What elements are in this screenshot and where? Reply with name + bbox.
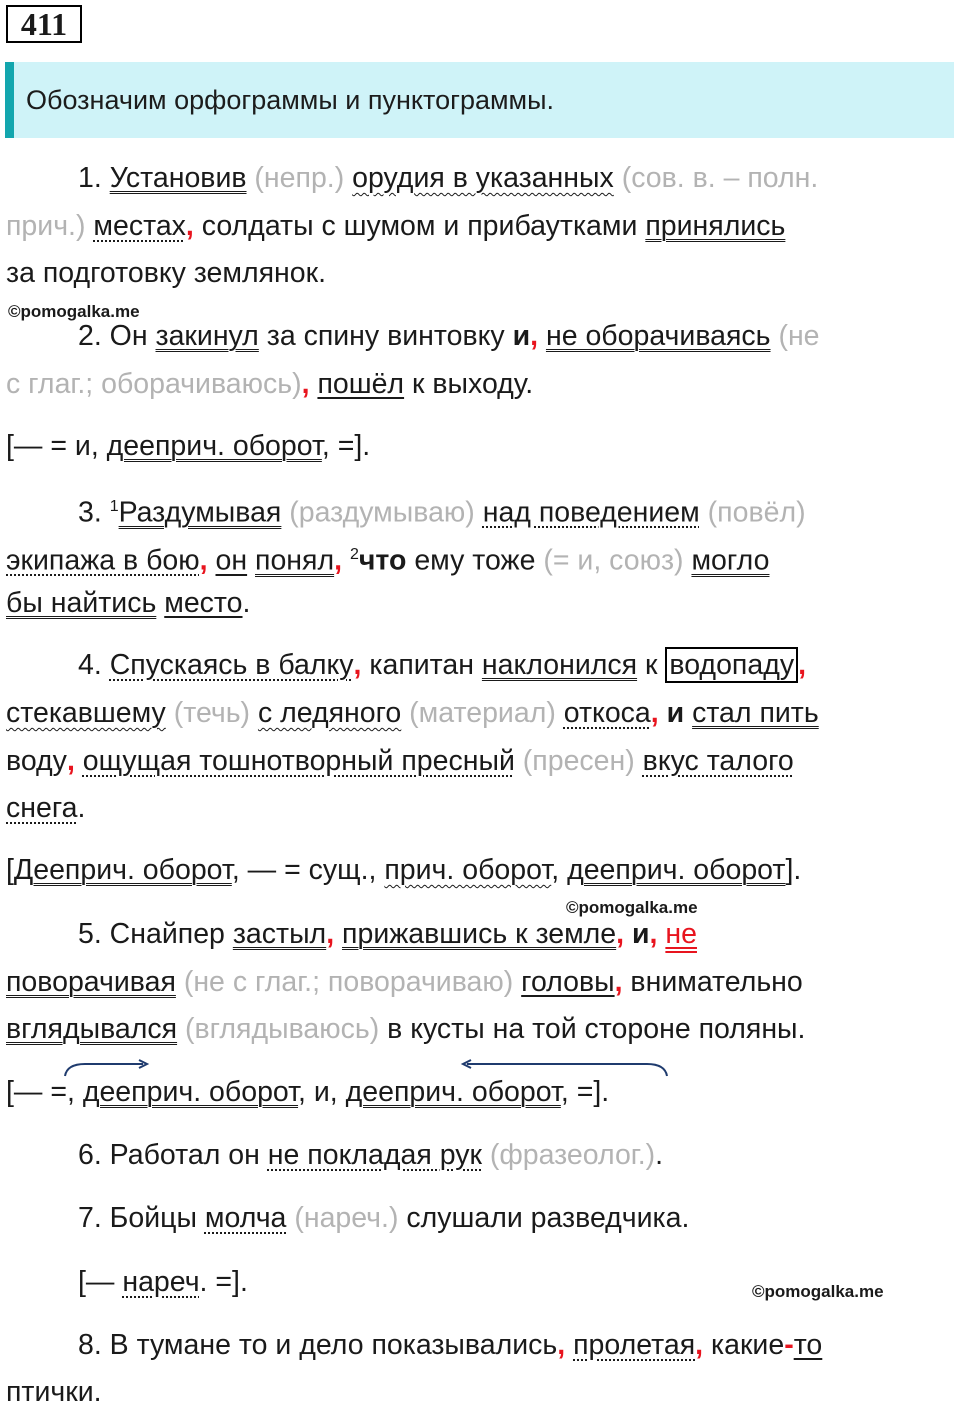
s5-line2: поворачивая (не с глаг.; поворачиваю) головы, внимательно <box>6 966 803 998</box>
s2-ne-oborachivayas: не оборачиваясь <box>545 320 771 352</box>
s5-scheme: [— =, дееприч. оборот, и, дееприч. оборот, =]. <box>6 1076 610 1108</box>
s5-line3: вглядывался (вглядываюсь) в кусты на той стороне поляны. <box>6 1013 806 1045</box>
watermark: ©pomogalka.me <box>566 898 698 917</box>
s1-line3: за подготовку землянок. <box>6 257 327 289</box>
s2-scheme: [— = и, дееприч. оборот, =]. <box>6 430 371 462</box>
s8-line2: птички. <box>6 1376 102 1408</box>
s7-scheme: [— нареч. =]. <box>78 1266 248 1298</box>
s8-line1: 8. В тумане то и дело показывались, пролетая, какие-то <box>78 1329 823 1361</box>
s4-line3: воду, ощущая тошнотворный пресный (пресен) вкус талого <box>6 745 794 777</box>
s1-line2: прич.) местах, солдаты с шумом и прибаутками принялись <box>6 210 786 242</box>
s7-line: 7. Бойцы молча (нареч.) слушали разведчика. <box>78 1202 690 1234</box>
watermark: ©pomogalka.me <box>8 302 140 321</box>
s1-phrase-orudiya: орудия в указанных <box>352 162 614 194</box>
s1-word-ustanoviv: Установив <box>109 162 247 194</box>
s4-line2: стекавшему (течь) с ледяного (материал) откоса, и стал пить <box>6 697 819 729</box>
s1-word-prinyalis: принялись <box>645 210 786 242</box>
s5-scheme-arrows <box>55 1058 675 1080</box>
task-banner: Обозначим орфограммы и пунктограммы. <box>5 62 954 138</box>
s4-scheme: [Дееприч. оборот, — = сущ., прич. оборот, дееприч. оборот]. <box>6 854 802 886</box>
s4-boxed-word: водопаду <box>665 647 798 683</box>
s3-line2: экипажа в бою, он понял, $^2$что ему тоже (= и, союз) могло <box>6 544 770 577</box>
watermark: ©pomogalka.me <box>752 1282 884 1301</box>
s4-line1: 4. Спускаясь в балку, капитан наклонился к водопаду , <box>78 649 806 681</box>
s2-line1: 2. Он закинул за спину винтовку и, не оборачиваясь (не <box>78 320 820 352</box>
s6-line: 6. Работал он не покладая рук (фразеолог.). <box>78 1139 664 1171</box>
task-number: 411 <box>6 5 82 43</box>
s3-line1: 3. $^1$Раздумывая (раздумываю) над поведением (повёл) <box>78 496 806 529</box>
s3-line3: бы найтись место. <box>6 587 251 619</box>
s4-line4: снега. <box>6 792 86 824</box>
s1-line1: 1. Установив (непр.) орудия в указанных (сов. в. – полн. <box>78 162 819 194</box>
s2-line2: с глаг.; оборачиваюсь), пошёл к выходу. <box>6 368 534 400</box>
s5-line1: 5. Снайпер застыл, прижавшись к земле, и, не <box>78 918 697 950</box>
